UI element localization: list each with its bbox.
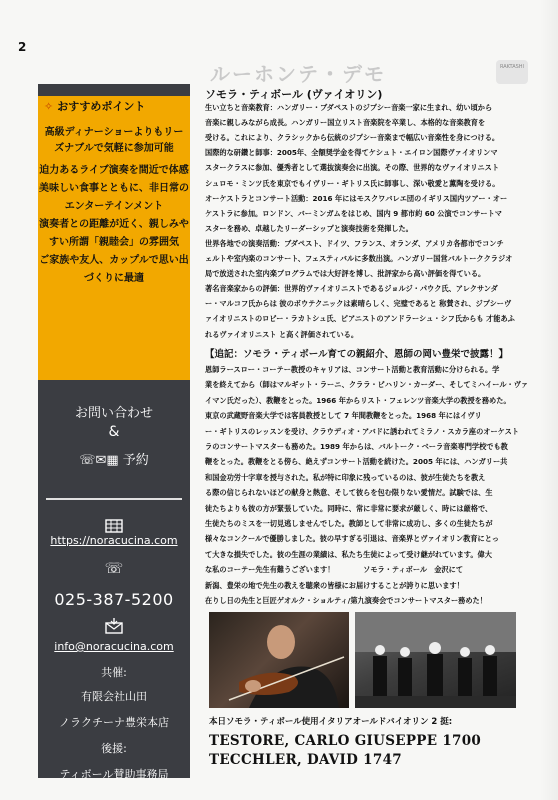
promo-line: 美味しい食事とともに、非日常の: [39, 183, 189, 194]
logo-badge: RAKTASHI: [496, 60, 528, 84]
promo-line: ズナブルで気軽に参加可能: [54, 143, 174, 154]
story-line: る際の信じられないほどの献身と熱意、そして彼らを包む限りない愛情だ。試験では、生: [205, 488, 493, 498]
bio-line: 国際的な研鑽と師事：2005年、全額奨学金を得てケシュト・エイロン国際ヴァイオリンマ: [205, 148, 498, 158]
section-heading: 【追記：ソモラ・ティボール育ての親紹介、恩師の岡い豊栄で披露！】: [205, 349, 509, 360]
story-line: 徒たちよりも彼の方が緊張していた。同時に、常に非常に要求が厳しく、時には厳格で、: [205, 503, 493, 513]
story-line: 恩師ラースロー・コーテー教授のキャリアは、コンサート活動と教育活動に分けられる。学: [205, 365, 500, 374]
contact-title: お問い合わせ: [74, 406, 153, 421]
page-number: 2: [18, 40, 27, 54]
page-edge-shadow: [540, 0, 558, 800]
story-line: 新潟、豊栄の地で先生の教えを聴衆の皆様にお届けすることが誇りに思います！: [205, 580, 464, 590]
organizer-2: ノラクチーナ豊栄本店: [59, 716, 169, 729]
story-line: 和国金功労十字章を授与された。私が特に印象に残っているのは、彼が生徒たちを教え: [205, 472, 486, 482]
story-line: 業を終えてから（師はマルギット・ラーニ、クララ・ビハリン・カーダー、そしてミハイール・ヴァ: [205, 380, 529, 390]
promo-line: すい所謂「親睦会」の雰囲気: [49, 237, 179, 248]
bio-line: 著名音楽家からの評価：世界的ヴァイオリニストであるジョルジ・パウク氏、アレクサンダ: [205, 284, 498, 294]
support-label: 後援:: [101, 742, 127, 755]
divider: [46, 498, 182, 500]
mail-icon: ✉: [95, 453, 107, 468]
bio-line: スタークラスに参加、優秀者として選抜演奏会に出演。その際、世界的なヴァイオリニスト: [205, 163, 500, 173]
bio-line: 音楽に親しみながら成長。ハンガリー国立リスト音楽院を卒業し、本格的な音楽教育を: [205, 118, 486, 128]
bio-line: れるヴァイオリニスト と高く評価されている。: [205, 329, 359, 339]
website-link[interactable]: https://noracucina.com: [50, 534, 178, 547]
ampersand: &: [108, 424, 120, 440]
reserve-label: 予約: [122, 453, 149, 468]
promo-line: づくりに最適: [84, 273, 144, 284]
story-line: て大きな損失でした。彼の生涯の業績は、私たち生徒によって受け継がれています。偉大: [205, 549, 492, 559]
violinist-photo: [209, 612, 349, 708]
bio-line: ァイオリニストのロビー・ラカトシュ氏、ピアニストのアンドラーシュ・シフ氏からも 才能あふ: [205, 314, 515, 324]
phone-number[interactable]: 025-387-5200: [54, 590, 174, 609]
bio-line: 生い立ちと音楽教育：ハンガリー・ブダペストのジプシー音楽一家に生まれ、幼い頃から: [205, 103, 493, 112]
sparkle-icon: ✧: [44, 100, 54, 113]
promo-line: 演奏者との距離が近く、親しみや: [39, 219, 189, 230]
bio-line: シュロモ・ミンツ氏を東京でもイヴリー・ギトリス氏に師事し、深い敬愛と薫陶を受ける。: [205, 178, 500, 188]
story-line: 東京の武蔵野音楽大学では客員教授として 7 年間教鞭をとった。1968 年にはイヴリ: [205, 411, 482, 421]
header-ghost-text: ルーホンテ・デモ: [210, 62, 386, 86]
reserve-row: [38, 449, 190, 468]
violin-1: TESTORE, CARLO GIUSEPPE 1700: [209, 733, 482, 749]
organizer-label: 共催:: [101, 666, 127, 679]
bio-line: 受ける。これにより、クラシックから伝統のジプシー音楽まで幅広い音楽性を身につける。: [205, 133, 500, 143]
calendar-icon: ▦: [106, 453, 119, 468]
violin-caption: 本日ソモラ・ティボール使用イタリアオールドバイオリン 2 挺:: [209, 717, 453, 727]
story-line: な私のコーテー先生有難うございます！ ソモラ・ティボール 金沢にて: [205, 565, 464, 575]
bio-line: 局で放送された室内楽プログラムでは大好評を博し、批評家から高い評価を得ている。: [205, 269, 486, 279]
organizer-1: 有限会社山田: [81, 690, 147, 703]
bio-line: ェルトや室内楽のコンサート、フェスティバルに多数出演。ハンガリー国営バルトーククラジオ: [205, 254, 513, 263]
promo-line: ご家族や友人、カップルで思い出: [39, 255, 189, 266]
orchestra-photo: [355, 612, 516, 708]
promo-line: エンターテインメント: [64, 201, 164, 212]
email-link[interactable]: info@noracucina.com: [54, 640, 174, 653]
story-line: 生徒たちのミスを一切見逃しませんでした。教師として非常に成功し、多くの生徒たちが: [205, 519, 493, 528]
bio-line: ー・マルコフ氏からは 彼のボウテクニックは素晴らしく、完璧であると 称賛され、ジプシーヴ: [205, 299, 512, 309]
promo-title: [38, 98, 190, 116]
promo-line: 高級ディナーショーよりもリー: [44, 127, 184, 138]
mail-icon-large: [38, 616, 190, 634]
phone-icon: ☏: [79, 453, 96, 468]
bio-line: スターを務め、卓越したリーダーシップと演奏技術を発揮した。: [205, 223, 413, 233]
phone-icon-large: ☏: [104, 559, 124, 577]
bio-line: オーケストラとコンサート活動：2016 年にはモスクワバレエ団のイギリス国内ツアー・オー: [205, 193, 508, 203]
performer-title: ソモラ・ティボール (ヴァイオリン): [205, 88, 383, 101]
violin-2: TECCHLER, DAVID 1747: [209, 752, 402, 768]
bio-line: 世界各地での演奏活動：ブダペスト、ドイツ、フランス、オランダ、アメリカ各都市でコンチ: [205, 238, 504, 248]
story-line: 鞭をとった。教鞭をとる傍ら、絶えずコンサート活動を続けた。2005 年には、ハンガリー共: [205, 457, 508, 467]
bio-line: ケストラに参加。ロンドン、バーミンガムをはじめ、国内 9 都市約 60 公演でコンサートマ: [205, 208, 502, 218]
promo-title-text: おすすめポイント: [57, 100, 146, 113]
photo-strip: [209, 612, 516, 708]
story-line: ー・ギトリスのレッスンを受け、クラウディオ・アバドに誘われてミラノ・スカラ座のオーケスト: [205, 426, 519, 436]
story-line: 在りし日の先生と巨匠ゲオルク・ショルティ/第九演奏会でコンサートマスター務めた！: [205, 596, 487, 605]
story-line: イマン氏だった）、教鞭をとった。1966 年からリスト・フェレンツ音楽大学の教授を務めた。: [205, 395, 511, 405]
story-line: ラのコンサートマスターも務めた。1989 年からは、バルトーク・ベーラ音楽専門学校でも教: [205, 442, 508, 451]
support-1: ティボール賛助事務局: [59, 768, 169, 781]
promo-line: 迫力あるライブ演奏を間近で体感: [39, 165, 189, 176]
story-line: 様々なコンクールで優勝しました。彼の早すぎる引退は、音楽界とヴァイオリン教育にとっ: [205, 534, 499, 544]
web-icon: [38, 516, 190, 534]
